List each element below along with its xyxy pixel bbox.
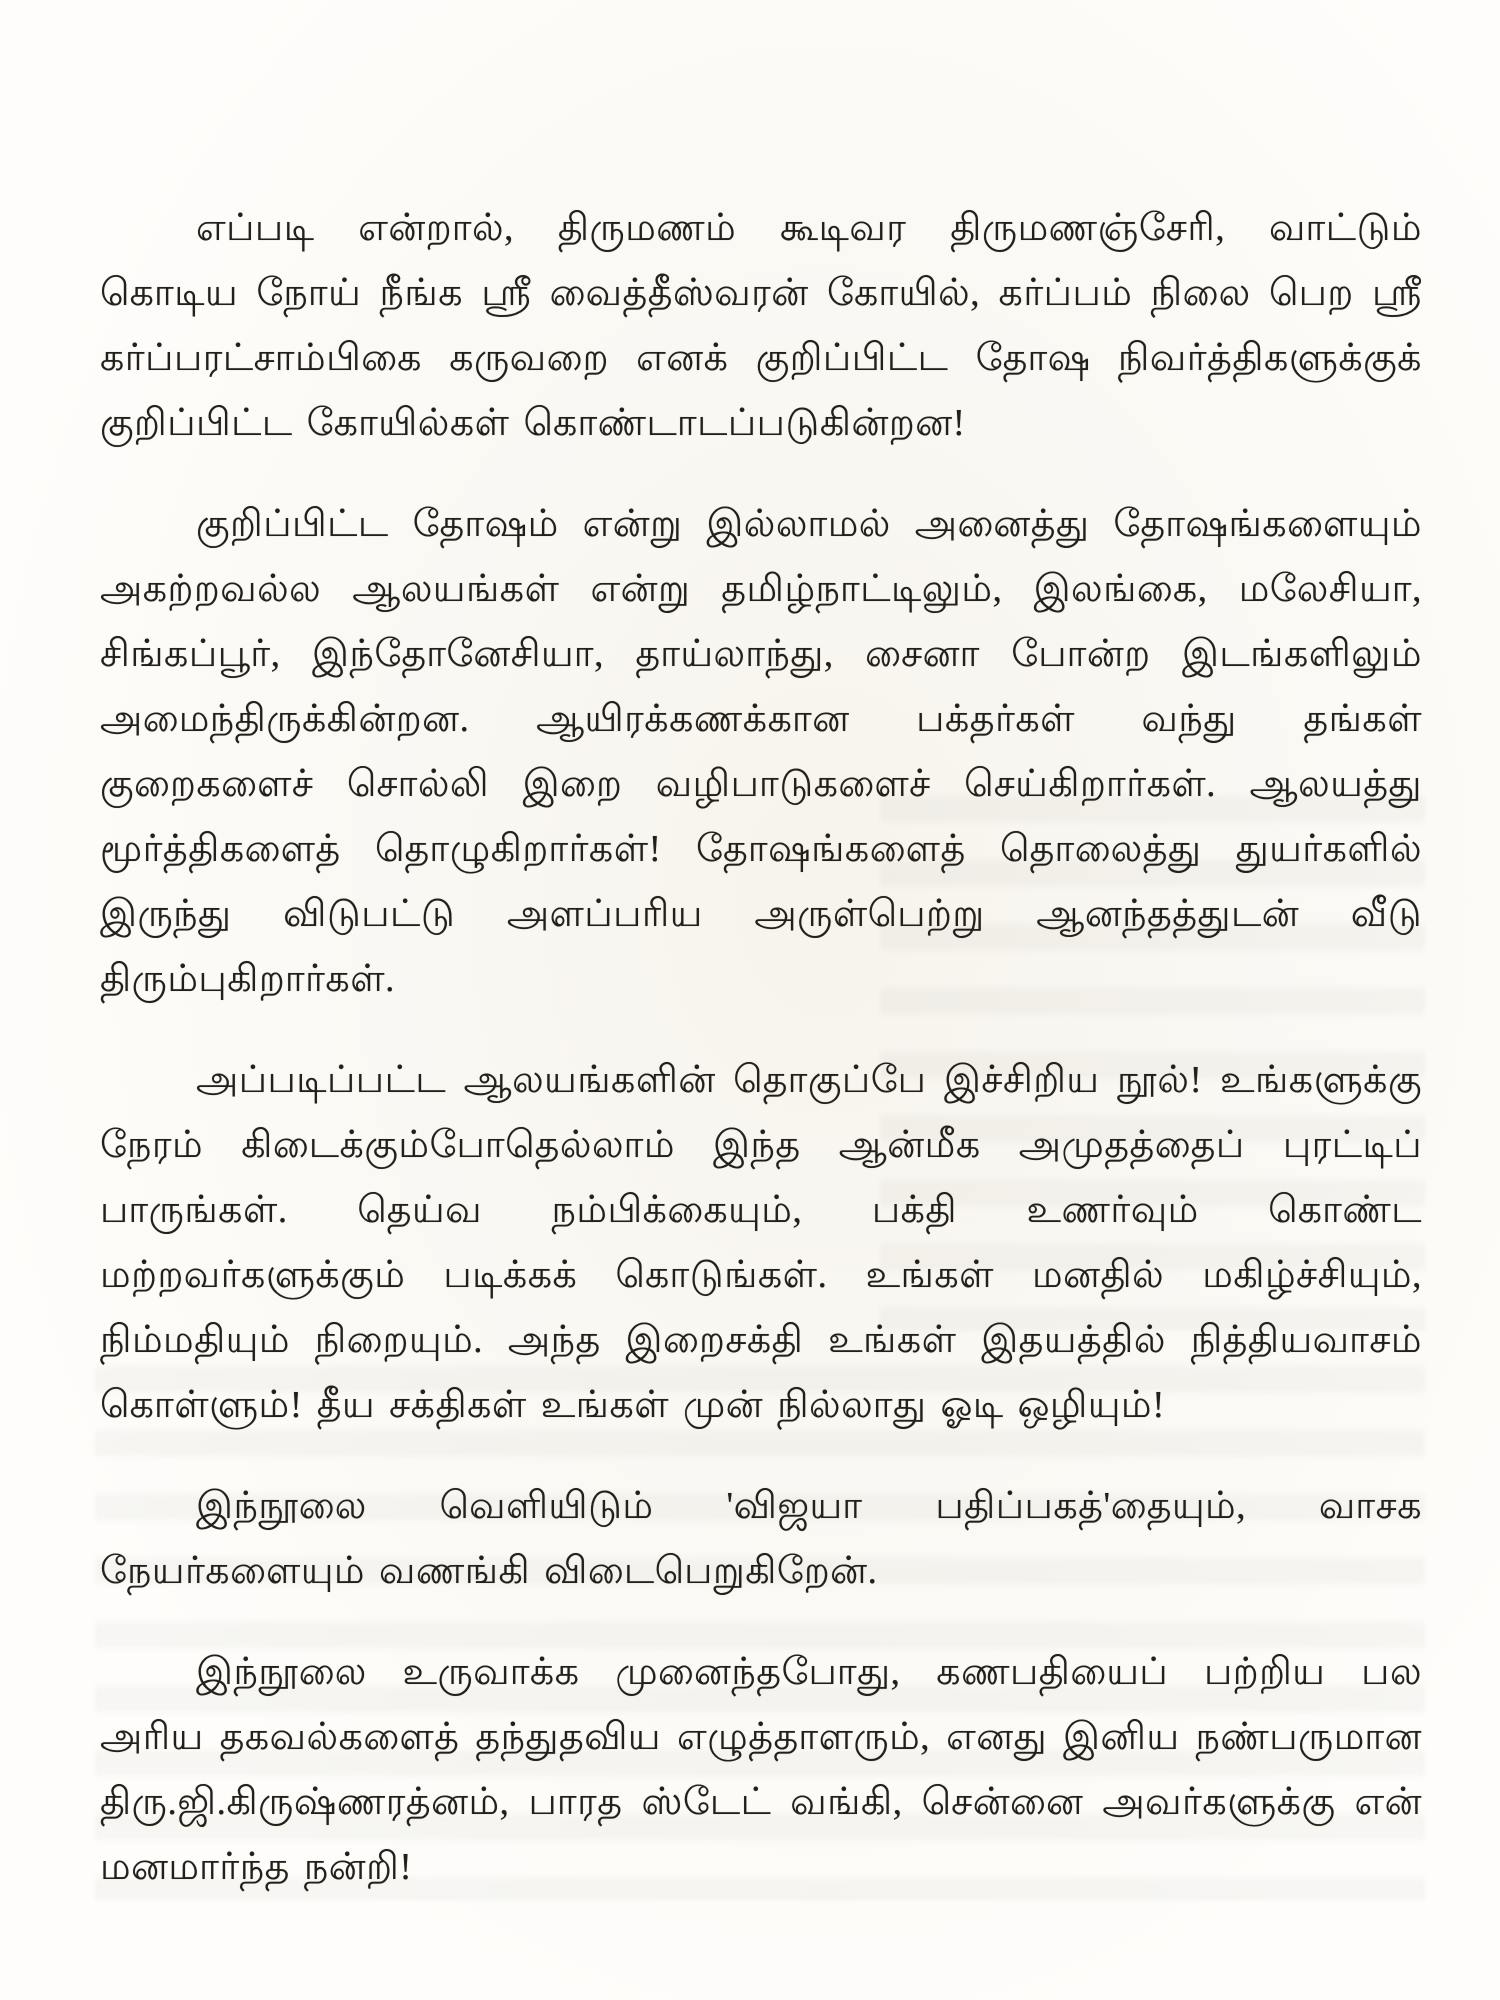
- paragraph-3: அப்படிப்பட்ட ஆலயங்களின் தொகுப்பே இச்சிறிய நூல்! உங்களுக்கு நேரம் கிடைக்கும்போதெல்லாம் இந்த ஆன்மீக அமுதத்தைப் புரட்டிப் பாருங்கள். தெய்வ நம்பிக்கையும், பக்தி உணர்வும் கொண்ட மற்றவர்களுக்கும் படிக்கக் கொடுங்கள். உங்கள் மனதில் மகிழ்ச்சியும், நிம்மதியும் நிறையும். அந்த இறைசக்தி உங்கள் இதயத்தில் நித்தியவாசம் கொள்ளும்! தீய சக்திகள் உங்கள் முன் நில்லாது ஓடி ஒழியும்!: [100, 1059, 1422, 1426]
- body-text-block: [100, 196, 1422, 1936]
- paragraph-5: இந்நூலை உருவாக்க முனைந்தபோது, கணபதியைப் பற்றிய பல அரிய தகவல்களைத் தந்துதவிய எழுத்தாளரும், எனது இனிய நண்பருமான திரு.ஜி.கிருஷ்ணரத்னம், பாரத ஸ்டேட் வங்கி, சென்னை அவர்களுக்கு என் மனமார்ந்த நன்றி!: [100, 1651, 1422, 1888]
- paragraph-1: எப்படி என்றால், திருமணம் கூடிவர திருமணஞ்சேரி, வாட்டும் கொடிய நோய் நீங்க ஸ்ரீ வைத்தீஸ்வரன் கோயில், கர்ப்பம் நிலை பெற ஸ்ரீ கர்ப்பரட்சாம்பிகை கருவறை எனக் குறிப்பிட்ட தோஷ நிவர்த்திகளுக்குக் குறிப்பிட்ட கோயில்கள் கொண்டாடப்படுகின்றன!: [100, 207, 1422, 444]
- paragraph-4: இந்நூலை வெளியிடும் 'விஜயா பதிப்பகத்'தையும், வாசக நேயர்களையும் வணங்கி விடைபெறுகிறேன்.: [100, 1485, 1422, 1592]
- paragraph-2: குறிப்பிட்ட தோஷம் என்று இல்லாமல் அனைத்து தோஷங்களையும் அகற்றவல்ல ஆலயங்கள் என்று தமிழ்நாட்டிலும், இலங்கை, மலேசியா, சிங்கப்பூர், இந்தோனேசியா, தாய்லாந்து, சைனா போன்ற இடங்களிலும் அமைந்திருக்கின்றன. ஆயிரக்கணக்கான பக்தர்கள் வந்து தங்கள் குறைகளைச் சொல்லி இறை வழிபாடுகளைச் செய்கிறார்கள். ஆலயத்து மூர்த்திகளைத் தொழுகிறார்கள்! தோஷங்களைத் தொலைத்து துயர்களில் இருந்து விடுபட்டு அளப்பரிய அருள்பெற்று ஆனந்தத்துடன் வீடு திரும்புகிறார்கள்.: [100, 503, 1422, 1000]
